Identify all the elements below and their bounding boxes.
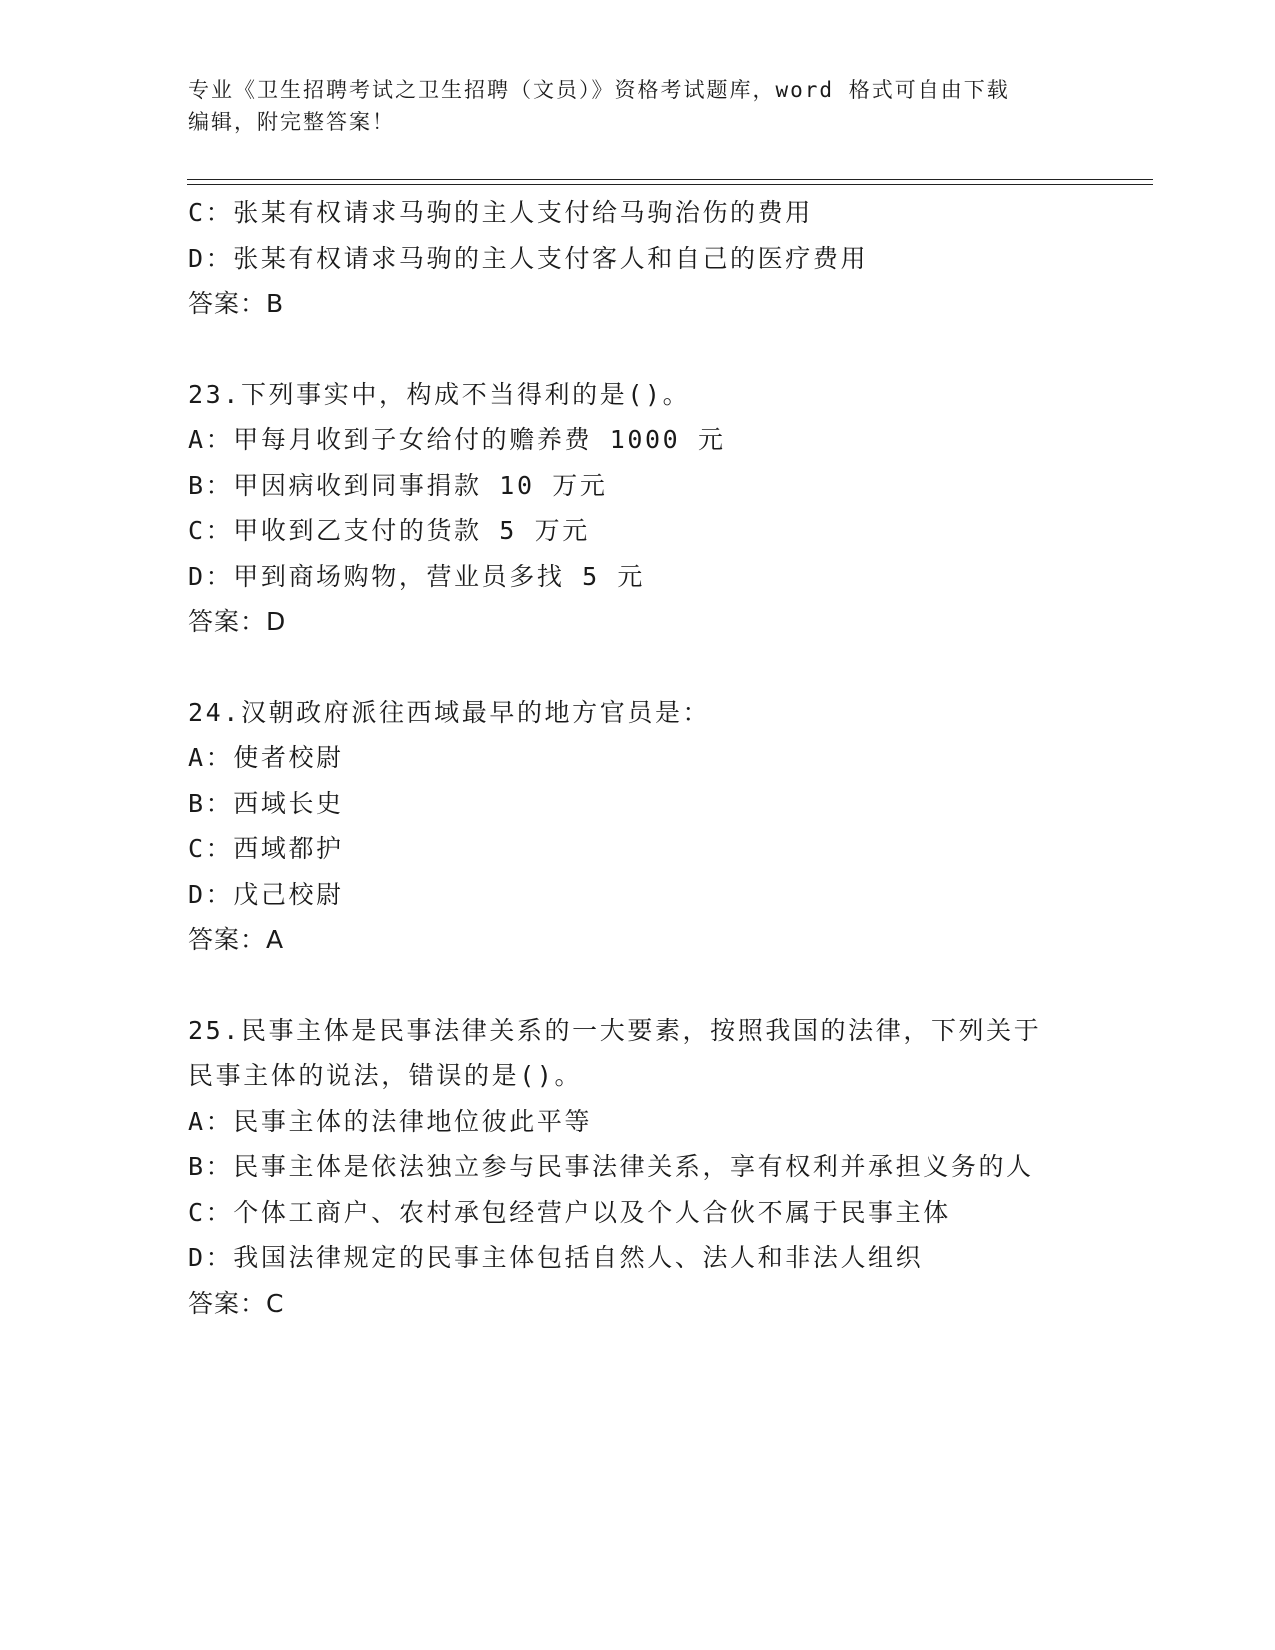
option-b: B：西域长史 [188,788,344,818]
answer-line: 答案：A [188,925,285,954]
option-c: C：甲收到乙支付的货款 5 万元 [188,516,590,545]
question-25 [188,1008,1168,1327]
option-a: A：民事主体的法律地位彼此平等 [188,1106,593,1136]
header-rule-bottom [187,184,1153,185]
question-stem-continued: 民事主体的说法，错误的是()。 [188,1061,583,1090]
question-carryover [188,190,1168,327]
option-c: C：个体工商户、农村承包经营户以及个人合伙不属于民事主体 [188,1197,951,1227]
question-stem: 23.下列事实中，构成不当得利的是()。 [188,379,691,409]
header-line-1: 专业《卫生招聘考试之卫生招聘（文员）》资格考试题库，word 格式可自由下载 [188,78,1010,102]
document-header [188,74,1068,138]
option-b: B：民事主体是依法独立参与民事法律关系，享有权利并承担义务的人 [188,1152,1034,1181]
question-24 [188,690,1168,963]
option-d: D：戊己校尉 [188,879,344,909]
question-23 [188,372,1168,645]
option-d: D：我国法律规定的民事主体包括自然人、法人和非法人组织 [188,1243,924,1272]
question-list [188,190,1168,1326]
spacer [188,645,1168,690]
option-d: D：张某有权请求马驹的主人支付客人和自己的医疗费用 [188,243,869,273]
header-rule-top [187,179,1153,180]
answer-line: 答案：B [188,289,285,318]
spacer [188,327,1168,372]
answer-line: 答案：D [188,607,287,636]
option-c: C：张某有权请求马驹的主人支付给马驹治伤的费用 [188,198,813,227]
question-stem: 25.民事主体是民事法律关系的一大要素，按照我国的法律，下列关于 [188,1015,1042,1045]
option-b: B：甲因病收到同事捐款 10 万元 [188,470,608,500]
spacer [188,963,1168,1008]
question-stem: 24.汉朝政府派往西域最早的地方官员是： [188,697,711,727]
option-a: A：使者校尉 [188,743,344,772]
header-line-2: 编辑，附完整答案！ [188,110,395,134]
option-a: A：甲每月收到子女给付的赡养费 1000 元 [188,425,726,454]
answer-line: 答案：C [188,1288,285,1318]
option-d: D：甲到商场购物，营业员多找 5 元 [188,561,646,591]
option-c: C：西域都护 [188,834,344,863]
